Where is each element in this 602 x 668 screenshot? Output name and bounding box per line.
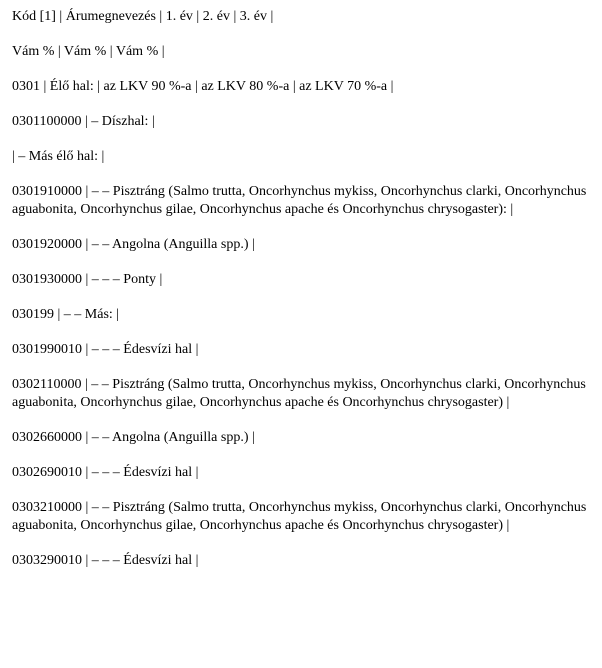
table-row: 0301100000 | – Díszhal: | (12, 114, 155, 129)
table-row: 0301930000 | – – – Ponty | (12, 272, 163, 287)
table-row: 0303210000 | – – Pisztráng (Salmo trutta, Oncorhynchus mykiss, Oncorhynchus clarki, Oncorhynchus aguabonita, Oncorhynchus gilae, Oncorhynchus apache és Oncorhynchus chrysogaster) | (12, 500, 587, 533)
document-body (12, 8, 590, 587)
table-row: | – Más élő hal: | (12, 149, 105, 164)
table-row: 0302660000 | – – Angolna (Anguilla spp.) | (12, 430, 255, 445)
table-row: 0302690010 | – – – Édesvízi hal | (12, 465, 199, 480)
table-row: 0303290010 | – – – Édesvízi hal | (12, 553, 199, 568)
table-row: 0302110000 | – – Pisztráng (Salmo trutta, Oncorhynchus mykiss, Oncorhynchus clarki, Oncorhynchus aguabonita, Oncorhynchus gilae, Oncorhynchus apache és Oncorhynchus chrysogaster) | (12, 377, 586, 410)
table-row: 0301990010 | – – – Édesvízi hal | (12, 342, 199, 357)
table-row: 0301920000 | – – Angolna (Anguilla spp.) | (12, 237, 255, 252)
table-row: 0301 | Élő hal: | az LKV 90 %-a | az LKV 80 %-a | az LKV 70 %-a | (12, 79, 394, 94)
table-row: 0301910000 | – – Pisztráng (Salmo trutta, Oncorhynchus mykiss, Oncorhynchus clarki, Oncorhynchus aguabonita, Oncorhynchus gilae, Oncorhynchus apache és Oncorhynchus chrysogaster): | (12, 184, 587, 217)
table-subheader-row: Vám % | Vám % | Vám % | (12, 44, 165, 59)
table-header-row: Kód [1] | Árumegnevezés | 1. év | 2. év | 3. év | (12, 9, 274, 24)
table-row: 030199 | – – Más: | (12, 307, 120, 322)
